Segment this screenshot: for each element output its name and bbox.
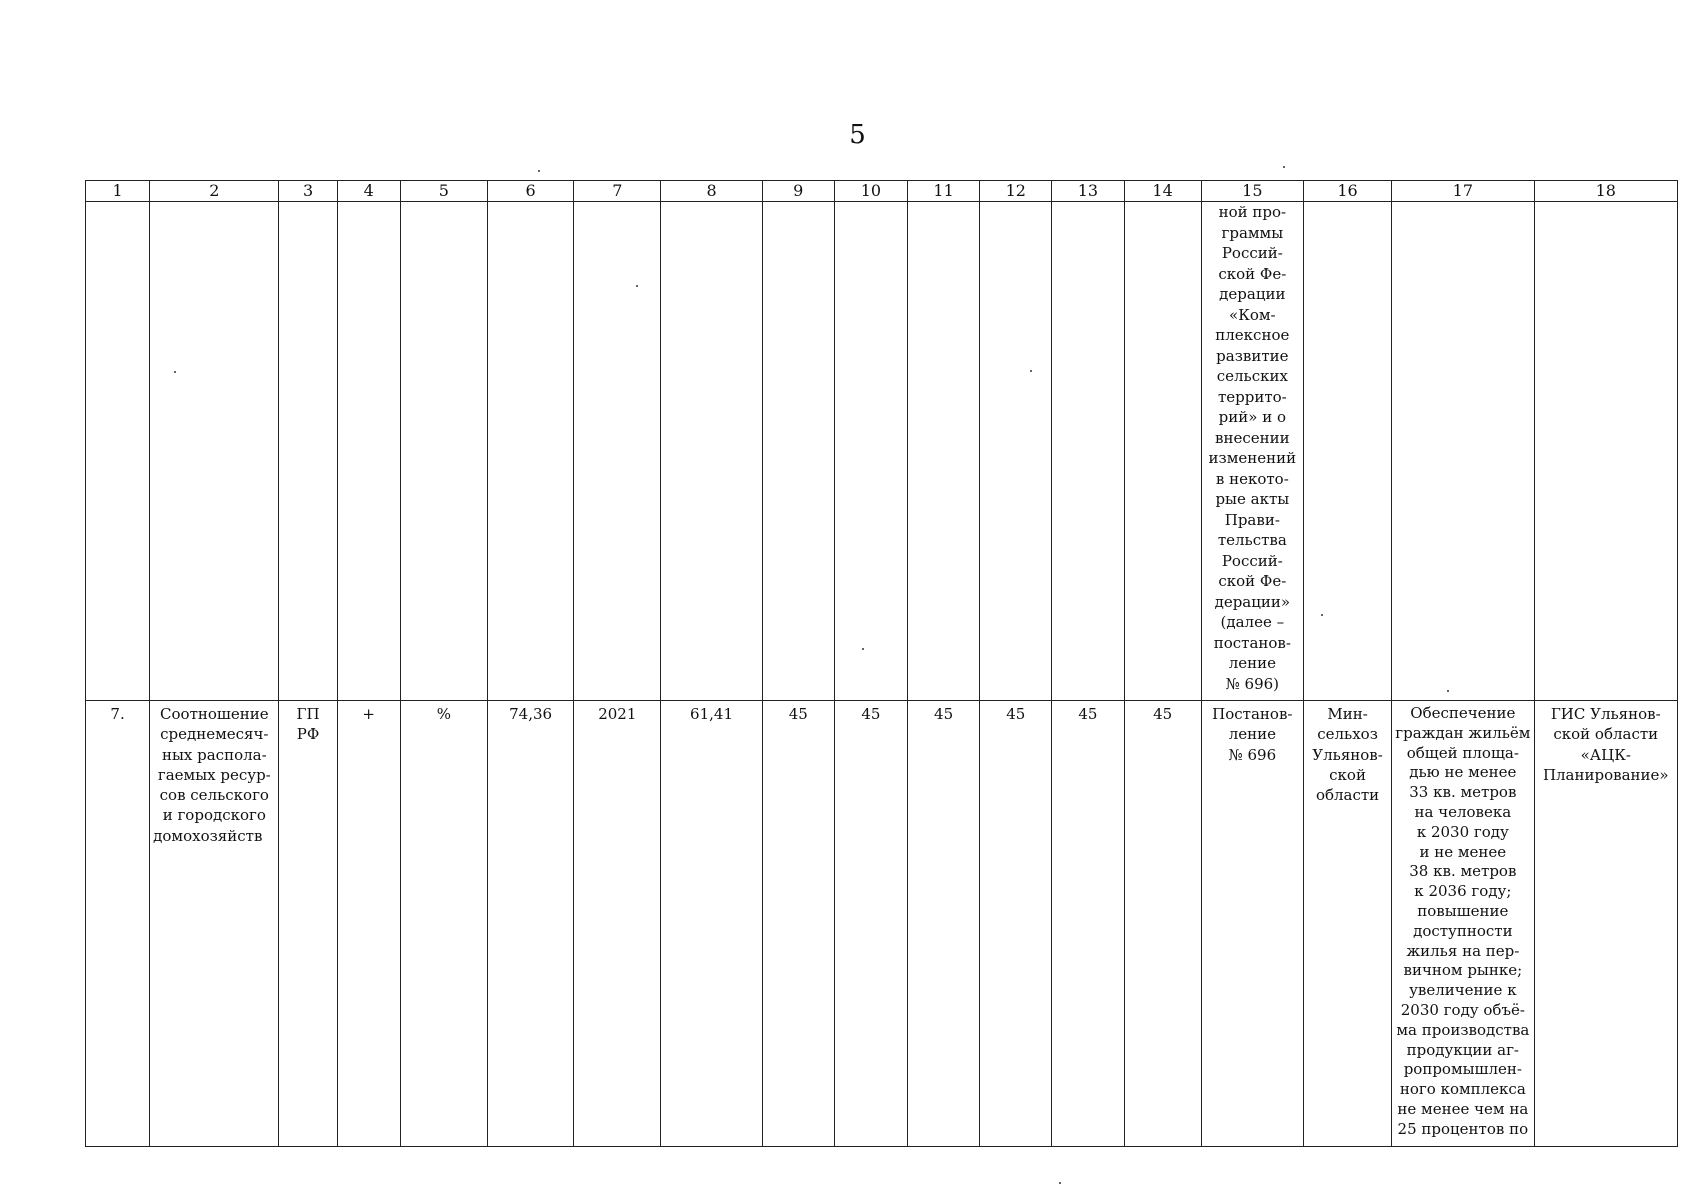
col-num-10: 10 <box>834 181 907 202</box>
scan-speck <box>1059 1182 1061 1184</box>
base-value: 74,36 <box>487 701 573 1147</box>
value-col-9: 45 <box>762 701 834 1147</box>
col-num-16: 16 <box>1303 181 1391 202</box>
scan-speck <box>174 371 176 373</box>
col-num-12: 12 <box>980 181 1052 202</box>
cell <box>574 202 661 701</box>
scan-speck <box>538 170 540 172</box>
col-num-6: 6 <box>487 181 573 202</box>
cell <box>661 202 762 701</box>
value-col-8: 61,41 <box>661 701 762 1147</box>
cell <box>762 202 834 701</box>
scan-speck <box>1447 690 1449 692</box>
legal-document: Постанов- ление № 696 <box>1201 701 1303 1147</box>
col-num-4: 4 <box>337 181 400 202</box>
cell <box>487 202 573 701</box>
cell <box>980 202 1052 701</box>
trend-sign: + <box>337 701 400 1147</box>
col-num-14: 14 <box>1124 181 1201 202</box>
responsible-body: Мин- сельхоз Ульянов- ской области <box>1303 701 1391 1147</box>
value-col-10: 45 <box>834 701 907 1147</box>
legal-act-continuation: ной про- граммы Россий- ской Фе- дерации «Ком- плексное развитие сельских террито- рий» и о внесении изменений в некото- рые акты Прави- тельства Россий- ской Фе- дерации» (далее – постанов- ление № 696) <box>1201 202 1303 701</box>
col-num-17: 17 <box>1392 181 1534 202</box>
value-col-14: 45 <box>1124 701 1201 1147</box>
cell <box>1534 202 1677 701</box>
cell <box>1392 202 1534 701</box>
value-col-11: 45 <box>908 701 980 1147</box>
related-goal: Обеспечение граждан жильём общей площа- дью не менее 33 кв. метров на человека к 2030 году и не менее 38 кв. метров к 2036 году; повышение доступности жилья на пер- вичном рынке; увеличение к 2030 году объё- ма производства продукции аг- ропромышлен- ного комплекса не менее чем на 25 процентов по <box>1392 701 1534 1147</box>
col-num-18: 18 <box>1534 181 1677 202</box>
scan-speck <box>862 648 864 650</box>
cell <box>150 202 279 701</box>
continuation-row <box>86 202 1678 701</box>
cell <box>1303 202 1391 701</box>
base-year: 2021 <box>574 701 661 1147</box>
cell <box>86 202 150 701</box>
cell <box>1052 202 1124 701</box>
col-num-11: 11 <box>908 181 980 202</box>
information-system: ГИС Ульянов- ской области «АЦК- Планирование» <box>1534 701 1677 1147</box>
col-num-3: 3 <box>279 181 337 202</box>
scan-speck <box>1321 614 1323 616</box>
row-number: 7. <box>86 701 150 1147</box>
scan-speck <box>636 285 638 287</box>
value-col-12: 45 <box>980 701 1052 1147</box>
col-num-13: 13 <box>1052 181 1124 202</box>
scan-speck <box>1283 166 1285 168</box>
value-col-13: 45 <box>1052 701 1124 1147</box>
scan-speck <box>1030 370 1032 372</box>
col-num-1: 1 <box>86 181 150 202</box>
col-num-7: 7 <box>574 181 661 202</box>
indicator-name: Соотношение среднемесяч-ных распола-гаемых ресур-сов сельского и городского домохозяйств <box>150 701 279 1147</box>
unit: % <box>400 701 487 1147</box>
indicator-level: ГП РФ <box>279 701 337 1147</box>
col-num-15: 15 <box>1201 181 1303 202</box>
col-num-8: 8 <box>661 181 762 202</box>
table-row <box>86 701 1678 1147</box>
indicators-table <box>85 180 1678 1147</box>
cell <box>908 202 980 701</box>
cell <box>1124 202 1201 701</box>
cell <box>400 202 487 701</box>
col-num-9: 9 <box>762 181 834 202</box>
col-num-2: 2 <box>150 181 279 202</box>
cell <box>337 202 400 701</box>
cell <box>279 202 337 701</box>
col-num-5: 5 <box>400 181 487 202</box>
cell <box>834 202 907 701</box>
page-number: 5 <box>849 120 866 150</box>
column-number-row <box>86 181 1678 202</box>
